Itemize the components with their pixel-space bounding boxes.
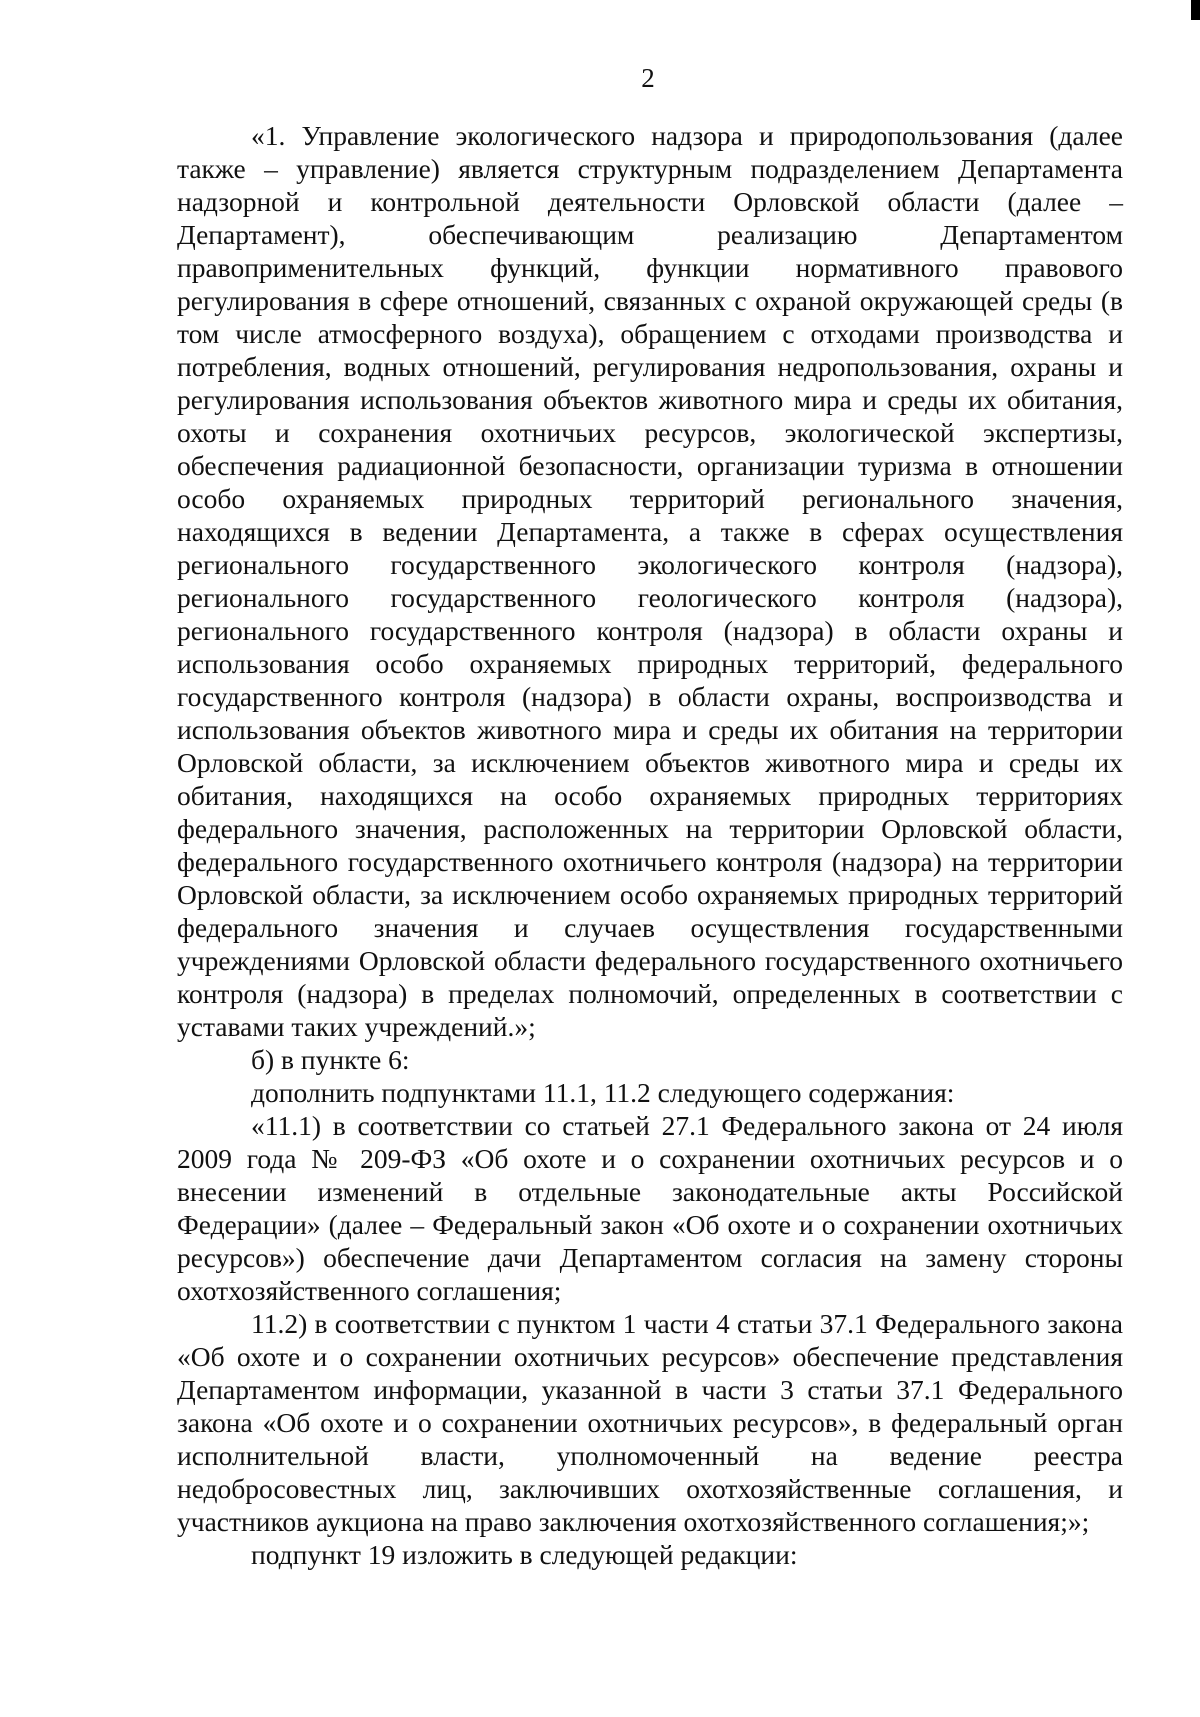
paragraph-subitem-19: подпункт 19 изложить в следующей редакции: [251, 1539, 798, 1570]
page-number: 2 [641, 63, 655, 93]
scan-edge-mark [1191, 0, 1200, 20]
paragraph-management-definition: «1. Управление экологического надзора и природопользования (далее также – управление) является структурным подразделением Департамента надзорной и контрольной деятельности Орловской области (далее – Департамент), обеспечивающим реализацию Департаментом правоприменительных функций, функции нормативного правового регулирования в сфере отношений, связанных с охраной окружающей среды (в том числе атмосферного воздуха), обращением с отходами производства и потребления, водных отношений, регулирования недропользования, охраны и регулирования использования объектов животного мира и среды их обитания, охоты и сохранения охотничьих ресурсов, экологической экспертизы, обеспечения радиационной безопасности, организации туризма в отношении особо охраняемых природных территорий регионального значения, находящихся в ведении Департамента, а также в сферах осуществления регионального государственного экологического контроля (надзора), регионального государственного геологического контроля (надзора), регионального государственного контроля (надзора) в области охраны и использования особо охраняемых природных территорий, федерального государственного контроля (надзора) в области охраны, воспроизводства и использования объектов животного мира и среды их обитания на территории Орловской области, за исключением объектов животного мира и среды их обитания, находящихся на особо охраняемых природных территориях федерального значения, расположенных на территории Орловской области, федерального государственного охотничьего контроля (надзора) на территории Орловской области, за исключением особо охраняемых природных территорий федерального значения и случаев осуществления государственными учреждениями Орловской области федерального государственного охотничьего контроля (надзора) в пределах полномочий, определенных в соответствии с уставами таких учреждений.»; [177, 120, 1123, 1042]
paragraph-subitem-11-1: «11.1) в соответствии со статьей 27.1 Федерального закона от 24 июля 2009 года № 209-ФЗ «Об охоте и о сохранении охотничьих ресурсов и о внесении изменений в отдельные законодательные акты Российской Федерации» (далее – Федеральный закон «Об охоте и о сохранении охотничьих ресурсов») обеспечение дачи Департаментом согласия на замену стороны охотхозяйственного соглашения; [177, 1110, 1123, 1306]
paragraph-item-6: б) в пункте 6: [251, 1044, 410, 1075]
paragraph-supplement-subitems: дополнить подпунктами 11.1, 11.2 следующего содержания: [251, 1077, 955, 1108]
document-body [177, 119, 1123, 1571]
paragraph-subitem-11-2: 11.2) в соответствии с пунктом 1 части 4 статьи 37.1 Федерального закона «Об охоте и о сохранении охотничьих ресурсов» обеспечение представления Департаментом информации, указанной в части 3 статьи 37.1 Федерального закона «Об охоте и о сохранении охотничьих ресурсов», в федеральный орган исполнительной власти, уполномоченный на ведение реестра недобросовестных лиц, заключивших охотхозяйственные соглашения, и участников аукциона на право заключения охотхозяйственного соглашения;»; [177, 1308, 1123, 1537]
